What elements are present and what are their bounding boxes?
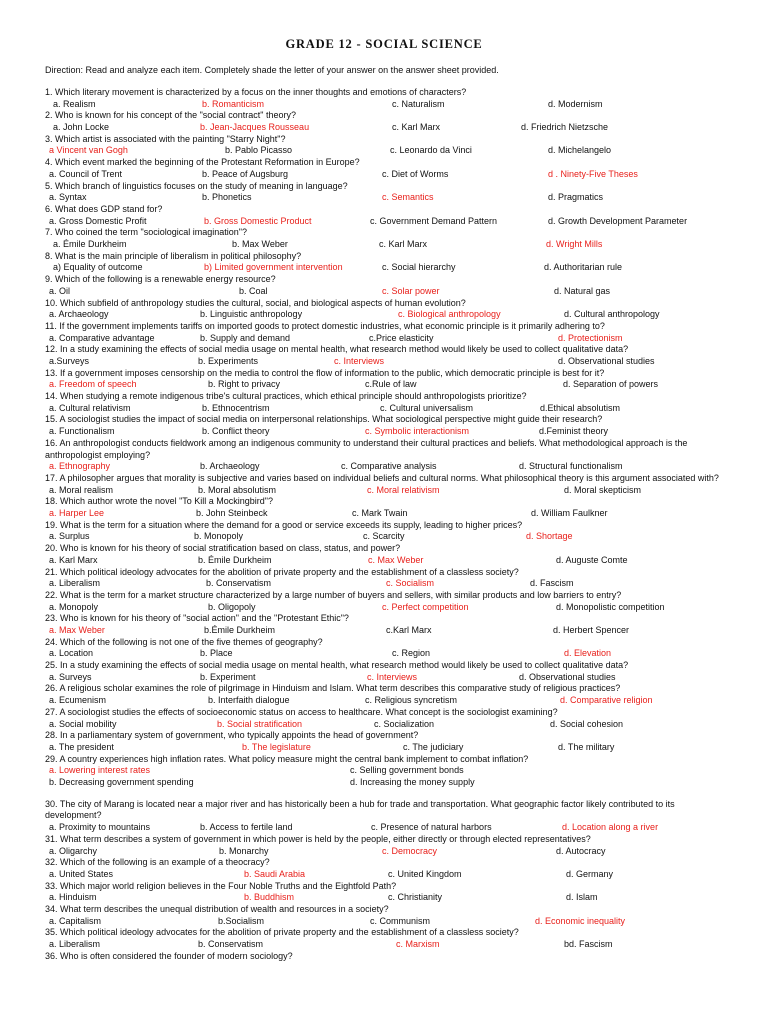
answer-option: b. Conservatism	[206, 578, 272, 589]
question-list	[45, 87, 735, 962]
answer-option: b. Monarchy	[219, 845, 269, 856]
answer-option-correct: c. Biological anthropology	[398, 309, 501, 320]
answer-options	[45, 262, 735, 274]
question-item	[45, 754, 735, 789]
answer-option: b. Pablo Picasso	[225, 145, 293, 156]
answer-option-correct: d. Economic inequality	[535, 915, 626, 926]
answer-option: b. Place	[200, 648, 233, 659]
answer-option: c. Leonardo da Vinci	[390, 145, 472, 156]
answer-option: d.Ethical absolutism	[540, 402, 621, 413]
answer-option: a. Location	[49, 648, 94, 659]
answer-option-correct: a Vincent van Gogh	[49, 145, 128, 156]
answer-option: b. Decreasing government spending	[49, 777, 194, 788]
answer-options	[45, 777, 735, 789]
answer-options	[45, 192, 735, 204]
answer-option: b. Coal	[239, 285, 268, 296]
question-text: 34. What term describes the unequal distribution of wealth and resources in a society?	[45, 903, 389, 914]
answer-option: b. Experiments	[198, 356, 259, 366]
answer-options	[45, 672, 735, 684]
answer-option: b. Peace of Augsburg	[202, 168, 289, 179]
answer-options	[45, 916, 735, 928]
answer-option-correct: b. Buddhism	[244, 892, 295, 903]
answer-option: a. Syntax	[49, 192, 87, 203]
answer-options	[45, 508, 735, 520]
answer-option: b. Right to privacy	[208, 379, 281, 390]
question-text: 10. Which subfield of anthropology studies the cultural, social, and biological aspects of human evolution?	[45, 297, 466, 308]
question-item	[45, 637, 735, 660]
answer-option: a. Social mobility	[49, 718, 117, 729]
answer-option: b.Émile Durkheim	[204, 625, 276, 635]
answer-option-correct: b. Romanticism	[202, 98, 265, 109]
question-text: 26. A religious scholar examines the role of pilgrimage in Hinduism and Islam. What term describes this comparative study of religious practices?	[45, 683, 621, 694]
question-text: 31. What term describes a system of government in which power is held by the people, either directly or through elected representatives?	[45, 833, 591, 844]
answer-option: d. Natural gas	[554, 285, 611, 296]
answer-options	[45, 309, 735, 321]
answer-option: a. John Locke	[53, 122, 110, 133]
answer-option: d. Growth Development Parameter	[548, 215, 688, 226]
answer-option: a. Surveys	[49, 671, 92, 682]
question-item	[45, 857, 735, 880]
answer-option-correct: c. Socialism	[386, 578, 435, 589]
answer-option: c. Karl Marx	[392, 122, 441, 133]
question-item	[45, 110, 735, 133]
answer-option-correct: b) Limited government intervention	[204, 262, 343, 273]
question-item	[45, 87, 735, 110]
question-item	[45, 157, 735, 180]
answer-option: b. Conservatism	[198, 939, 264, 950]
answer-option: d. Fascism	[530, 578, 574, 589]
answer-option: a. Émile Durkheim	[53, 239, 127, 250]
answer-option: b. Conflict theory	[202, 426, 270, 437]
question-text: 15. A sociologist studies the impact of social media on interpersonal relationships. What sociological perspective might guide their research?	[45, 414, 603, 425]
answer-option-correct: d. Comparative religion	[560, 695, 653, 706]
answer-options	[45, 578, 735, 590]
answer-option: b. Access to fertile land	[200, 822, 293, 833]
answer-option-correct: c. Moral relativism	[367, 484, 440, 495]
answer-option: a) Equality of outcome	[53, 262, 143, 273]
answer-option: d. Auguste Comte	[556, 554, 628, 565]
question-text: 12. In a study examining the effects of social media usage on mental health, what research method would likely be used to collect qualitative data?	[45, 344, 629, 355]
answer-option-correct: c. Democracy	[382, 845, 438, 856]
answer-option: a. Karl Marx	[49, 554, 98, 565]
answer-option-correct: c. Semantics	[382, 192, 434, 203]
question-item	[45, 344, 735, 367]
question-text: 22. What is the term for a market structure characterized by a large number of buyers and sellers, with similar products and low barriers to entry?	[45, 589, 622, 600]
answer-option: d. The military	[558, 741, 615, 752]
question-text: 3. Which artist is associated with the painting "Starry Night"?	[45, 133, 286, 144]
question-text: 5. Which branch of linguistics focuses on the study of meaning in language?	[45, 180, 348, 191]
answer-option-correct: b. Saudi Arabia	[244, 868, 306, 879]
answer-option: d. Michelangelo	[548, 145, 612, 156]
answer-options	[45, 485, 735, 497]
question-text: 13. If a government imposes censorship on the media to control the flow of information to the public, which democratic principle is best for it?	[45, 367, 605, 378]
answer-options	[45, 216, 735, 228]
answer-option: d. William Faulkner	[531, 508, 608, 519]
answer-option: b. Experiment	[200, 671, 256, 682]
answer-option-correct: c. Perfect competition	[382, 601, 469, 612]
answer-option-correct: b. The legislature	[242, 741, 311, 752]
answer-option: b. Moral absolutism	[198, 484, 277, 495]
question-text: 1. Which literary movement is characterized by a focus on the inner thoughts and emotions of characters?	[45, 87, 467, 97]
question-text: 35. Which political ideology advocates for the abolition of private property and the establishment of a classless society?	[45, 927, 519, 938]
answer-option: a. Liberalism	[49, 939, 101, 950]
answer-option: c. Cultural universalism	[380, 402, 474, 413]
answer-option: a. Hinduism	[49, 892, 97, 903]
answer-option: c. Presence of natural harbors	[371, 822, 492, 833]
answer-option: b. Supply and demand	[200, 332, 291, 343]
question-item	[45, 391, 735, 414]
answer-option: a.Surveys	[49, 356, 90, 366]
question-item	[45, 707, 735, 730]
question-item	[45, 927, 735, 950]
question-text: 2. Who is known for his concept of the "social contract" theory?	[45, 110, 297, 121]
answer-option: c. Region	[392, 648, 431, 659]
answer-option: d. Increasing the money supply	[350, 777, 475, 788]
question-item	[45, 473, 735, 496]
answer-option-correct: b. Social stratification	[217, 718, 303, 729]
answer-options	[45, 602, 735, 614]
answer-option: a. Moral realism	[49, 484, 114, 495]
answer-option: a. United States	[49, 868, 114, 879]
answer-option-correct: c. Marxism	[396, 939, 440, 950]
answer-option: c. Comparative analysis	[341, 461, 437, 472]
answer-options	[45, 99, 735, 111]
answer-option: d. Cultural anthropology	[564, 309, 660, 320]
answer-option: d. Monopolistic competition	[556, 601, 665, 612]
answer-option: a. Council of Trent	[49, 168, 123, 179]
answer-option: c. Naturalism	[392, 98, 445, 109]
answer-option: a. Capitalism	[49, 915, 102, 926]
answer-option: a. Realism	[53, 98, 96, 109]
answer-option-correct: a. Max Weber	[49, 625, 105, 635]
answer-option-correct: d. Elevation	[564, 648, 612, 659]
question-text: 23. Who is known for his theory of "social action" and the "Protestant Ethic"?	[45, 613, 349, 624]
question-item	[45, 881, 735, 904]
answer-option: a. Oligarchy	[49, 845, 98, 856]
question-item	[45, 613, 735, 636]
answer-option: c. Government Demand Pattern	[370, 215, 498, 226]
answer-option: a. Liberalism	[49, 578, 101, 589]
answer-option: c. Communism	[370, 915, 431, 926]
directions-text: Direction: Read and analyze each item. Completely shade the letter of your answer on the answer sheet provided.	[45, 65, 499, 75]
question-item	[45, 799, 735, 834]
answer-option: a. Comparative advantage	[49, 332, 155, 343]
question-item	[45, 227, 735, 250]
question-item	[45, 368, 735, 391]
answer-option: b. Max Weber	[232, 239, 288, 250]
question-item	[45, 496, 735, 519]
answer-option: a. Surplus	[49, 531, 90, 542]
question-text: 6. What does GDP stand for?	[45, 203, 163, 214]
answer-option-correct: d. Shortage	[526, 531, 573, 542]
answer-options	[45, 695, 735, 707]
answer-option: c. Diet of Worms	[382, 168, 449, 179]
question-text: 20. Who is known for his theory of social stratification based on class, status, and power?	[45, 543, 401, 554]
question-item	[45, 251, 735, 274]
answer-options	[45, 531, 735, 543]
question-text: 32. Which of the following is an example of a theocracy?	[45, 857, 270, 868]
answer-option: a. Gross Domestic Profit	[49, 215, 147, 226]
answer-option: b. Linguistic anthropology	[200, 309, 303, 320]
section-gap	[45, 789, 735, 799]
answer-option: a. Proximity to mountains	[49, 822, 151, 833]
answer-option: c. Social hierarchy	[382, 262, 456, 273]
answer-option: a. Archaeology	[49, 309, 109, 320]
answer-option-correct: d . Ninety-Five Theses	[548, 168, 638, 179]
answer-option: c. Selling government bonds	[350, 765, 464, 776]
answer-option-correct: d. Wright Mills	[546, 239, 603, 250]
answer-option-correct: c. Solar power	[382, 285, 440, 296]
answer-option-correct: a. Freedom of speech	[49, 379, 137, 390]
question-text: 24. Which of the following is not one of the five themes of geography?	[45, 636, 323, 647]
answer-options	[45, 719, 735, 731]
question-item	[45, 438, 735, 473]
answer-option: d. Moral skepticism	[564, 484, 642, 495]
question-text: 28. In a parliamentary system of government, who typically appoints the head of government?	[45, 730, 419, 741]
answer-option: bd. Fascism	[564, 939, 613, 950]
question-text: 33. Which major world religion believes in the Four Noble Truths and the Eightfold Path?	[45, 880, 397, 891]
question-item	[45, 834, 735, 857]
question-text: 9. Which of the following is a renewable energy resource?	[45, 274, 276, 285]
answer-option: d.Feminist theory	[539, 426, 609, 437]
answer-options	[45, 169, 735, 181]
answer-options	[45, 822, 735, 834]
answer-options	[45, 145, 735, 157]
answer-option: d. Structural functionalism	[519, 461, 623, 472]
answer-option: a. Functionalism	[49, 426, 115, 437]
answer-option: d. Authoritarian rule	[544, 262, 623, 273]
question-item	[45, 181, 735, 204]
question-item	[45, 730, 735, 753]
answer-options	[45, 625, 735, 637]
answer-option: c. Christianity	[388, 892, 443, 903]
answer-options	[45, 555, 735, 567]
answer-option: c.Rule of law	[365, 379, 417, 390]
answer-option-correct: a. Ethnography	[49, 461, 111, 472]
answer-option: b. John Steinbeck	[196, 508, 268, 519]
answer-option: d. Germany	[566, 868, 614, 879]
question-item	[45, 951, 735, 963]
answer-option: c. United Kingdom	[388, 868, 462, 879]
question-item	[45, 298, 735, 321]
question-item	[45, 567, 735, 590]
question-item	[45, 904, 735, 927]
question-text: 14. When studying a remote indigenous tribe's cultural practices, which ethical principle should anthropologists prioritize?	[45, 391, 527, 402]
question-item	[45, 520, 735, 543]
answer-option-correct: a. Lowering interest rates	[49, 765, 151, 776]
answer-option: b.Socialism	[218, 915, 265, 926]
answer-option: b. Émile Durkheim	[198, 554, 272, 565]
answer-option: c.Price elasticity	[369, 332, 434, 343]
question-text: 27. A sociologist studies the effects of socioeconomic status on access to healthcare. What concept is the sociologist examining?	[45, 706, 558, 717]
answer-option-correct: c. Max Weber	[368, 554, 424, 565]
answer-option: d. Islam	[566, 892, 598, 903]
answer-option: c. Karl Marx	[379, 239, 428, 250]
answer-option: c. Religious syncretism	[365, 695, 458, 706]
question-text: 4. Which event marked the beginning of the Protestant Reformation in Europe?	[45, 157, 360, 168]
answer-option: a. Cultural relativism	[49, 402, 131, 413]
question-item	[45, 274, 735, 297]
answer-options	[45, 426, 735, 438]
answer-option: a. Monopoly	[49, 601, 99, 612]
answer-options	[45, 869, 735, 881]
question-text: 21. Which political ideology advocates for the abolition of private property and the establishment of a classless society?	[45, 566, 519, 577]
answer-options	[45, 333, 735, 345]
question-text: 30. The city of Marang is located near a major river and has historically been a hub for trade and transportation. What geographic factor likely contributed to its development?	[45, 798, 675, 821]
question-item	[45, 134, 735, 157]
question-text: 25. In a study examining the effects of social media usage on mental health, what research method would likely be used to collect qualitative data?	[45, 660, 629, 671]
answer-options	[45, 846, 735, 858]
answer-options	[45, 286, 735, 298]
answer-option: b. Ethnocentrism	[202, 402, 270, 413]
answer-option: c. Scarcity	[363, 531, 405, 542]
answer-option: a. The president	[49, 741, 114, 752]
answer-option: d. Herbert Spencer	[553, 625, 630, 635]
answer-option: d. Observational studies	[519, 671, 616, 682]
answer-option: b. Phonetics	[202, 192, 252, 203]
answer-options	[45, 403, 735, 415]
answer-options	[45, 765, 735, 777]
question-text: 11. If the government implements tariffs on imported goods to protect domestic industries, what economic principle is it primarily adhering to?	[45, 320, 605, 331]
answer-option-correct: b. Gross Domestic Product	[204, 215, 312, 226]
answer-option: a. Oil	[49, 285, 71, 296]
answer-option-correct: c. Symbolic interactionism	[365, 426, 470, 437]
question-item	[45, 660, 735, 683]
question-text: 36. Who is often considered the founder of modern sociology?	[45, 950, 293, 961]
question-item	[45, 414, 735, 437]
answer-option: c. The judiciary	[403, 741, 464, 752]
answer-option: b. Interfaith dialogue	[208, 695, 290, 706]
answer-option: d. Autocracy	[556, 845, 606, 856]
answer-options	[45, 939, 735, 951]
answer-option: d. Pragmatics	[548, 192, 604, 203]
answer-option-correct: d. Protectionism	[558, 332, 623, 343]
question-text: 16. An anthropologist conducts fieldwork among an indigenous community to understand their cultural practices and beliefs. What methodological approach is the anthropologist employing?	[45, 437, 688, 460]
answer-options	[45, 648, 735, 660]
answer-option: c. Mark Twain	[352, 508, 408, 519]
question-text: 8. What is the main principle of liberalism in political philosophy?	[45, 250, 302, 261]
question-text: 18. Which author wrote the novel "To Kill a Mockingbird"?	[45, 496, 274, 507]
question-item	[45, 590, 735, 613]
answer-option: d. Social cohesion	[550, 718, 624, 729]
answer-options	[45, 379, 735, 391]
answer-option: d. Separation of powers	[563, 379, 659, 390]
question-item	[45, 321, 735, 344]
question-item	[45, 543, 735, 566]
answer-option: d. Observational studies	[558, 356, 655, 366]
answer-options	[45, 356, 735, 368]
answer-option-correct: a. Harper Lee	[49, 508, 105, 519]
answer-option: c. Socialization	[374, 718, 435, 729]
question-text: 19. What is the term for a situation where the demand for a good or service exceeds its supply, leading to higher prices?	[45, 519, 523, 530]
answer-option: c.Karl Marx	[386, 625, 432, 635]
question-item	[45, 204, 735, 227]
answer-option: d. Modernism	[548, 98, 603, 109]
answer-option: b. Archaeology	[200, 461, 260, 472]
answer-options	[45, 742, 735, 754]
answer-options	[45, 122, 735, 134]
question-text: 29. A country experiences high inflation rates. What policy measure might the central bank implement to combat inflation?	[45, 753, 529, 764]
question-text: 7. Who coined the term "sociological imagination"?	[45, 227, 247, 238]
question-text: 17. A philosopher argues that morality is subjective and varies based on individual beliefs and cultural norms. What philosophical theory is this argument associated with?	[45, 472, 719, 483]
answer-option: b. Monopoly	[194, 531, 244, 542]
answer-option: d. Friedrich Nietzsche	[521, 122, 609, 133]
answer-option-correct: d. Location along a river	[562, 822, 659, 833]
page-title: GRADE 12 - SOCIAL SCIENCE	[285, 37, 483, 51]
answer-options	[45, 239, 735, 251]
answer-option-correct: c. Interviews	[367, 671, 418, 682]
answer-option-correct: c. Interviews	[334, 356, 385, 366]
answer-options	[45, 892, 735, 904]
question-item	[45, 683, 735, 706]
answer-option: b. Oligopoly	[208, 601, 256, 612]
answer-option-correct: b. Jean-Jacques Rousseau	[200, 122, 310, 133]
answer-options	[45, 461, 735, 473]
answer-option: a. Ecumenism	[49, 695, 107, 706]
